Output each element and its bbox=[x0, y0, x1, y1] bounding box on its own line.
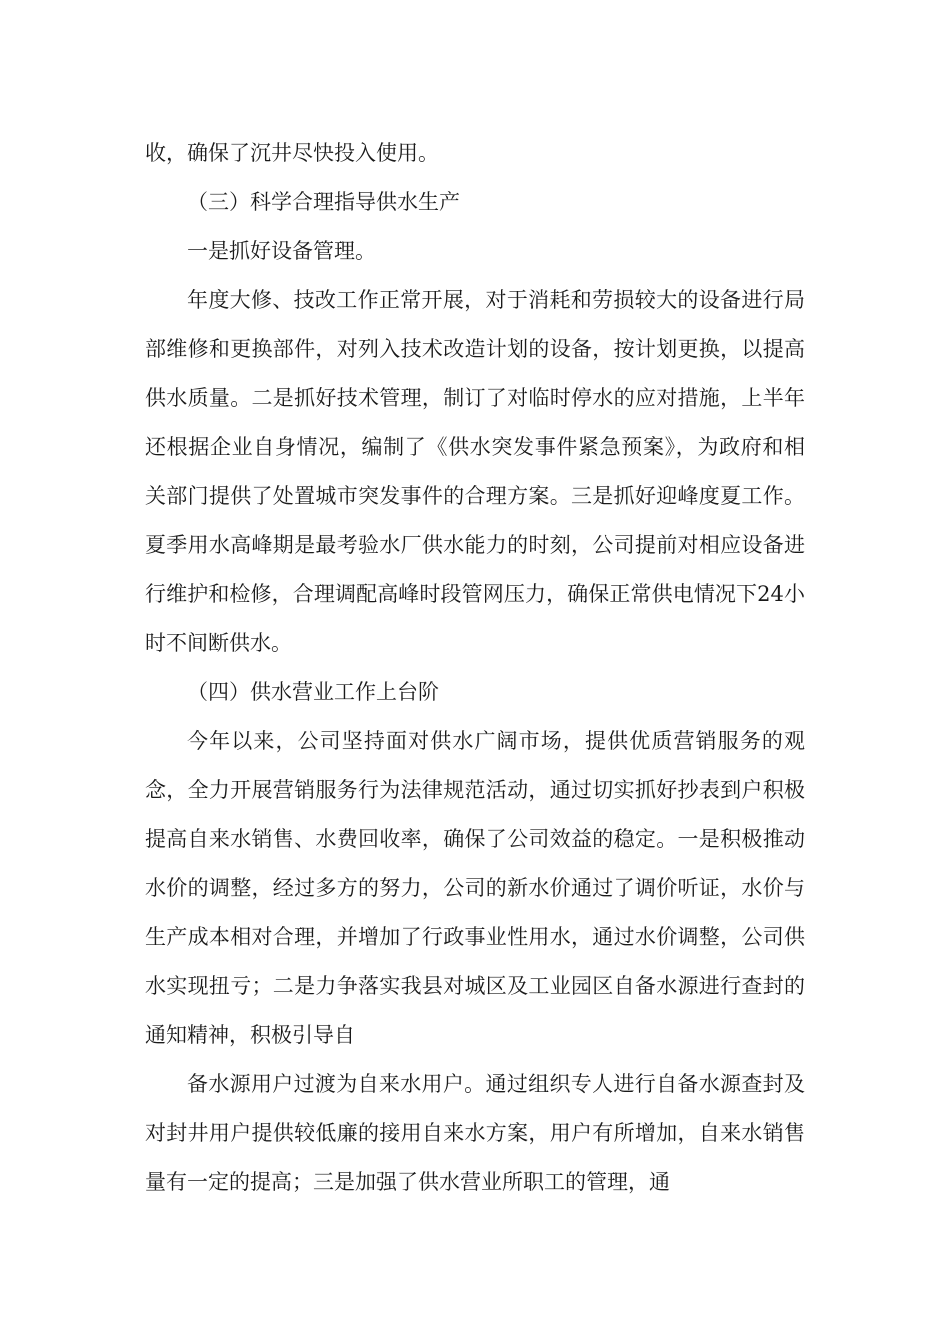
section-heading-3: （三）科学合理指导供水生产 bbox=[187, 190, 460, 214]
paragraph-continuation: 收，确保了沉井尽快投入使用。 bbox=[145, 141, 439, 165]
paragraph-marketing: 今年以来，公司坚持面对供水广阔市场，提供优质营销服务的观念，全力开展营销服务行为法律规范活动，通过切实抓好抄表到户积极提高自来水销售、水费回收率，确保了公司效益的稳定。一是积极推动水价的调整，经过多方的努力，公司的新水价通过了调价听证，水价与生产成本相对合理，并增加了行政事业性用水，通过水价调整，公司供水实现扭亏；二是力争落实我县对城区及工业园区自备水源进行查封的通知精神，积极引导自 bbox=[145, 729, 805, 1047]
paragraph-maintenance: 年度大修、技改工作正常开展，对于消耗和劳损较大的设备进行局部维修和更换部件，对列入技术改造计划的设备，按计划更换，以提高供水质量。二是抓好技术管理，制订了对临时停水的应对措施，上半年还根据企业自身情况，编制了《供水突发事件紧急预案》，为政府和相关部门提供了处置城市突发事件的合理方案。三是抓好迎峰度夏工作。夏季用水高峰期是最考验水厂供水能力的时刻，公司提前对相应设备进行维护和检修，合理调配高峰时段管网压力，确保正常供电情况下24小时不间断供水。 bbox=[145, 288, 805, 655]
paragraph-equipment-management: 一是抓好设备管理。 bbox=[187, 239, 376, 263]
document-body bbox=[145, 129, 805, 1207]
paragraph-water-source: 备水源用户过渡为自来水用户。通过组织专人进行自备水源查封及对封井用户提供较低廉的接用自来水方案，用户有所增加，自来水销售量有一定的提高；三是加强了供水营业所职工的管理，通 bbox=[145, 1072, 805, 1194]
section-heading-4: （四）供水营业工作上台阶 bbox=[187, 680, 439, 704]
